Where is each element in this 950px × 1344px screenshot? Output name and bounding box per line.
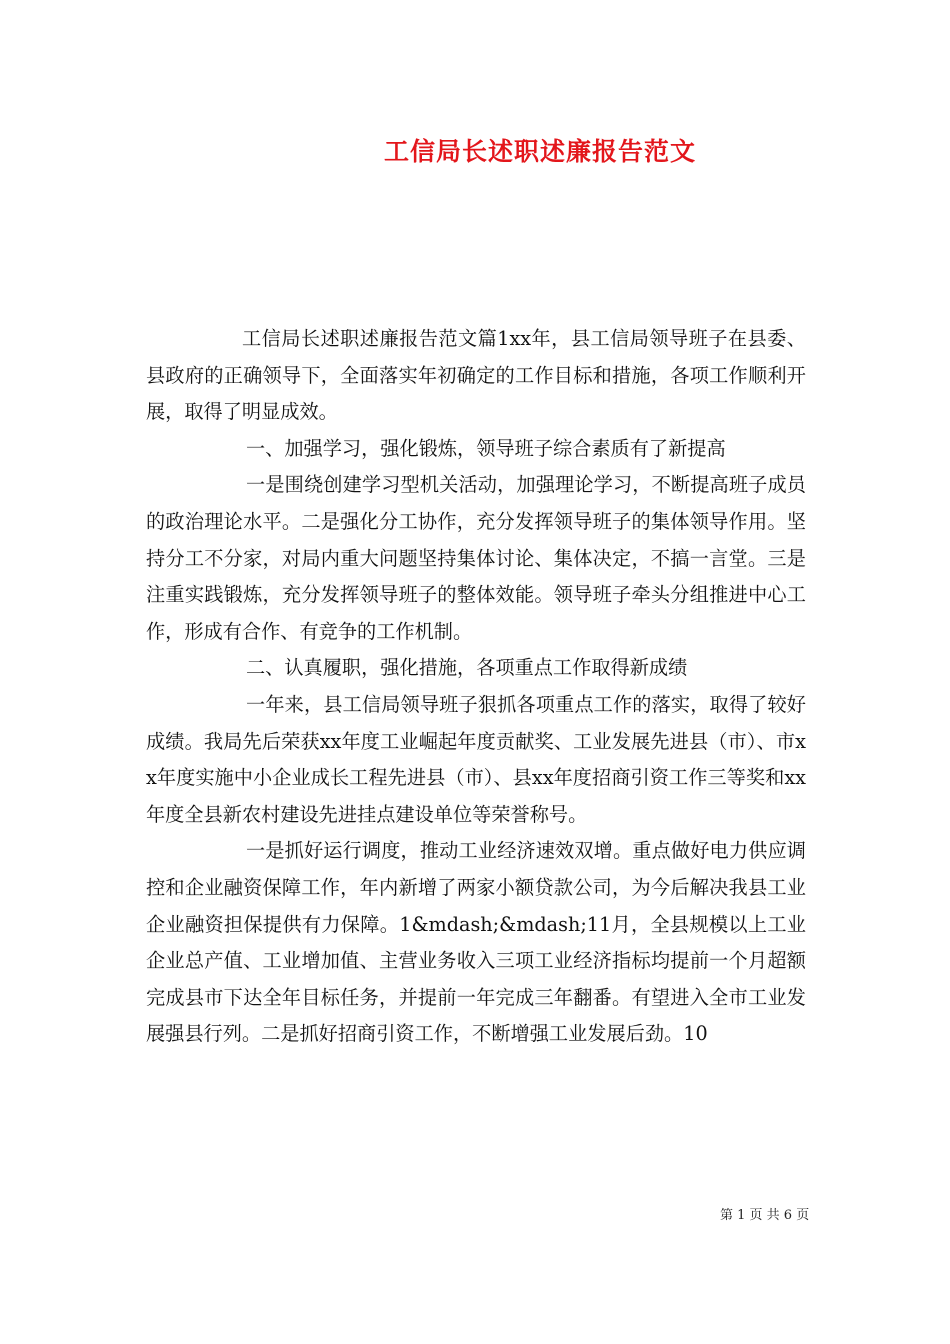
document-title: 工信局长述职述廉报告范文 xyxy=(383,137,696,166)
paragraph-section-2: 一年来，县工信局领导班子狠抓各项重点工作的落实，取得了较好成绩。我局先后荣获xx年度工业崛起年度贡献奖、工业发展先进县（市）、市xx年度实施中小企业成长工程先进县（市）、县xx年度招商引资工作三等奖和xx年度全县新农村建设先进挂点建设单位等荣誉称号。 xyxy=(146,692,806,826)
section-heading-1: 一、加强学习，强化锻炼，领导班子综合素质有了新提高 xyxy=(246,436,726,460)
paragraph-section-1: 一是围绕创建学习型机关活动，加强理论学习，不断提高班子成员的政治理论水平。二是强化分工协作，充分发挥领导班子的集体领导作用。坚持分工不分家，对局内重大问题坚持集体讨论、集体决定，不搞一言堂。三是注重实践锻炼，充分发挥领导班子的整体效能。领导班子牵头分组推进中心工作，形成有合作、有竞争的工作机制。 xyxy=(146,473,806,643)
paragraph-intro: 工信局长述职述廉报告范文篇1xx年，县工信局领导班子在县委、县政府的正确领导下，全面落实年初确定的工作目标和措施，各项工作顺利开展，取得了明显成效。 xyxy=(146,327,806,424)
document-body xyxy=(146,321,806,1053)
paragraph-section-2-detail: 一是抓好运行调度，推动工业经济速效双增。重点做好电力供应调控和企业融资保障工作，年内新增了两家小额贷款公司，为今后解决我县工业企业融资担保提供有力保障。1&mdash;&mdash;11月，全县规模以上工业企业总产值、工业增加值、主营业务收入三项工业经济指标均提前一个月超额完成县市下达全年目标任务，并提前一年完成三年翻番。有望进入全市工业发展强县行列。二是抓好招商引资工作，不断增强工业发展后劲。10 xyxy=(146,839,806,1046)
page-footer: 第 1 页 共 6 页 xyxy=(720,1208,810,1223)
section-heading-2: 二、认真履职，强化措施，各项重点工作取得新成绩 xyxy=(246,656,688,680)
